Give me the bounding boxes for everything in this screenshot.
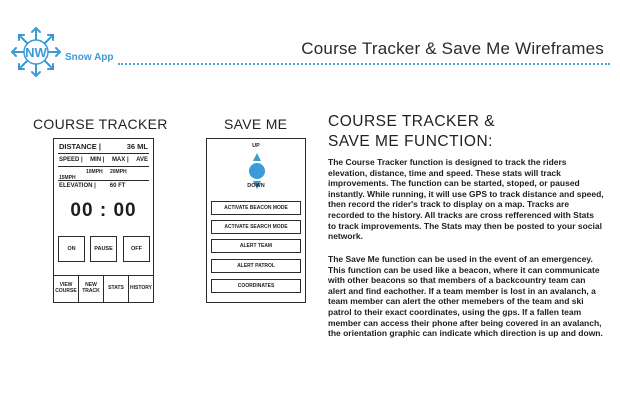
alert-patrol-button[interactable]: ALERT PATROL [211, 259, 301, 273]
elevation-value: 60 FT [109, 183, 126, 189]
svg-text:NW: NW [25, 45, 47, 60]
down-label: DOWN [247, 183, 265, 189]
function-title-line2: SAVE ME FUNCTION: [328, 133, 493, 150]
off-button[interactable]: OFF [123, 236, 150, 262]
function-title [328, 112, 495, 152]
page-title: Course Tracker & Save Me Wireframes [301, 39, 604, 58]
coordinates-button[interactable]: COORDINATES [211, 279, 301, 293]
speed-row [59, 157, 148, 163]
activate-search-mode-button[interactable]: ACTIVATE SEARCH MODE [211, 220, 301, 234]
on-button[interactable]: ON [58, 236, 85, 262]
timer-display: 00 : 00 [70, 200, 137, 221]
app-name: Snow App [65, 52, 114, 63]
elevation-label: ELEVATION | [59, 183, 96, 189]
speed-max-value: 10MPH [86, 169, 103, 175]
distance-value: 36 ML [126, 142, 148, 151]
nav-stats[interactable]: STATS [103, 276, 128, 302]
nav-history[interactable]: HISTORY [128, 276, 153, 302]
speed-ave-label: AVE [136, 157, 148, 163]
alert-team-button[interactable]: ALERT TEAM [211, 239, 301, 253]
speed-min-label: MIN | [90, 157, 105, 163]
course-tracker-phone [53, 138, 154, 303]
nav-view-course[interactable]: VIEW COURSE [55, 282, 77, 294]
snowflake-compass-icon [8, 24, 64, 80]
speed-label: SPEED | [59, 157, 83, 163]
course-tracker-nav [54, 275, 153, 302]
speed-min-value: 15MPH [59, 175, 76, 181]
save-me-description: The Save Me function can be used in the event of an emergencey. This function can be used like a beacon, where it can communicate with other beacons so that members of a backcountry team can alert and find eachother. If a team member is lost in an avalanch, a team member can alert the other memebers of the team and ski patrol to their exact coordinates, using the gps. If a fallen team member can access their phone after being covered in an avalanch, the orientation graphic can indicate which direction is up and down. [328, 254, 603, 339]
elevation-row [59, 183, 125, 189]
up-label: UP [252, 143, 260, 149]
function-title-line1: COURSE TRACKER & [328, 113, 496, 130]
pause-button[interactable]: PAUSE [90, 236, 117, 262]
save-me-phone [206, 138, 306, 303]
course-tracker-description: The Course Tracker function is designed to track the riders elevation, distance, time and speed. These stats will track improvements. The function can be started, stoped, or paused instantly. While running, it will use GPS to track distance and speed, then record the rider's track to display on a map. Tracks are recorded to the history. All tracks are cross refferenced with Stats to track improvements. The Stats may then be posted to your social network. [328, 157, 604, 242]
header-divider [118, 63, 610, 65]
distance-row [59, 142, 148, 151]
nav-new-track[interactable]: NEW TRACK [78, 276, 103, 302]
speed-max-label: MAX | [111, 157, 129, 163]
course-tracker-title: COURSE TRACKER [33, 116, 168, 132]
save-me-title: SAVE ME [224, 116, 288, 132]
speed-ave-value: 20MPH [110, 169, 127, 175]
distance-label: DISTANCE | [59, 142, 101, 151]
activate-beacon-mode-button[interactable]: ACTIVATE BEACON MODE [211, 201, 301, 215]
